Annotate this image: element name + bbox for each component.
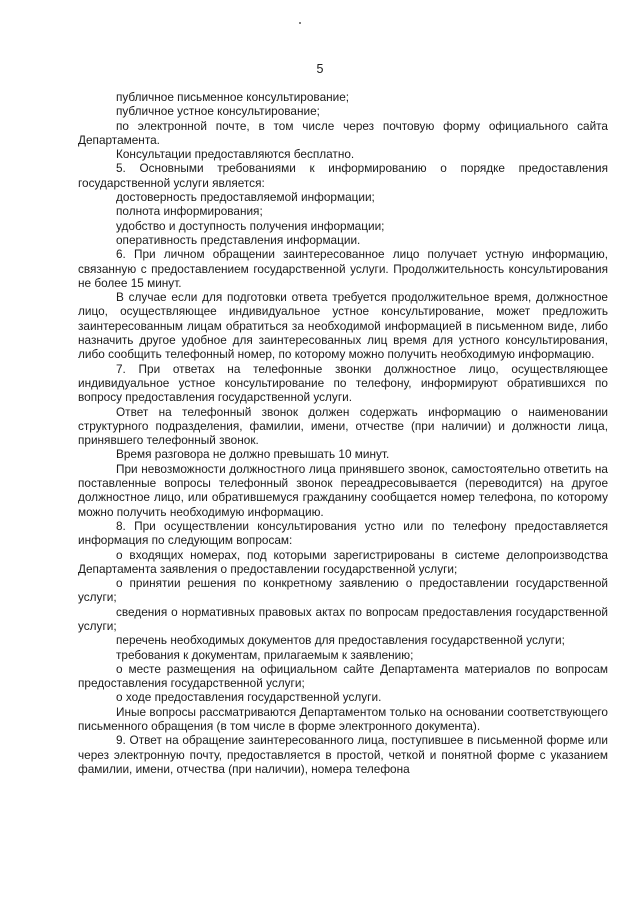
paragraph: 7. При ответах на телефонные звонки должностное лицо, осуществляющее индивидуальное устное консультирование по телефону, информируют обратившихся по вопросу предоставления государственной услуги. xyxy=(78,361,608,405)
paragraph: о ходе предоставления государственной услуги. xyxy=(116,690,382,705)
paragraph: удобство и доступность получения информации; xyxy=(116,218,385,233)
paragraph: 6. При личном обращении заинтересованное лицо получает устную информацию, связанную с предоставлением государственной услуги. Продолжительность консультирования не более 15 минут. xyxy=(78,247,608,290)
paragraph: В случае если для подготовки ответа требуется продолжительное время, должностное лицо, осуществляющее индивидуальное устное консультирование, может предложить заинтересованным лицам обратиться за необходимой информацией в письменном виде, либо назначить другое удобное для заинтересованных лиц время для устного консультирования, либо сообщить телефонный номер, по которому можно получить необходимую информацию. xyxy=(78,290,608,362)
scan-speck xyxy=(299,22,301,24)
paragraph: 8. При осуществлении консультирования устно или по телефону предоставляется информация по следующим вопросам: xyxy=(78,518,608,548)
paragraph: требования к документам, прилагаемым к заявлению; xyxy=(116,647,414,662)
paragraph: достоверность предоставляемой информации; xyxy=(116,190,375,205)
paragraph: полнота информирования; xyxy=(116,204,263,219)
body-text xyxy=(78,90,608,776)
paragraph: публичное устное консультирование; xyxy=(116,104,320,119)
paragraph: 5. Основными требованиями к информированию о порядке предоставления государственной услуги является: xyxy=(78,161,608,190)
paragraph: оперативность представления информации. xyxy=(116,232,361,247)
paragraph: Время разговора не должно превышать 10 минут. xyxy=(116,447,390,462)
paragraph: Консультации предоставляются бесплатно. xyxy=(116,147,355,162)
paragraph: Ответ на телефонный звонок должен содержать информацию о наименовании структурного подразделения, фамилии, имени, отчестве (при наличии) и должности лица, принявшего телефонный звонок. xyxy=(78,404,608,448)
paragraph: публичное письменное консультирование; xyxy=(116,90,350,104)
paragraph: При невозможности должностного лица принявшего звонок, самостоятельно ответить на поставленные вопросы телефонный звонок переадресовывается (переводится) на другое должностное лицо, или обратившемуся гражданину сообщается номер телефона, по которому можно получить необходимую информацию. xyxy=(78,461,608,519)
page-number: 5 xyxy=(316,62,324,76)
paragraph: по электронной почте, в том числе через почтовую форму официального сайта Департамента. xyxy=(78,118,608,147)
paragraph: Иные вопросы рассматриваются Департаментом только на основании соответствующего письменного обращения (в том числе в форме электронного документа). xyxy=(78,704,608,734)
paragraph: сведения о нормативных правовых актах по вопросам предоставления государственной услуги; xyxy=(78,604,608,633)
paragraph: 9. Ответ на обращение заинтересованного лица, поступившее в письменной форме или через электронную почту, предоставляется в простой, четкой и понятной форме с указанием фамилии, имени, отчества (при наличии), номера телефона xyxy=(78,733,608,776)
paragraph: перечень необходимых документов для предоставления государственной услуги; xyxy=(116,633,565,648)
paragraph: о входящих номерах, под которыми зарегистрированы в системе делопроизводства Департамента заявления о предоставлении государственной услуги; xyxy=(78,547,608,576)
paragraph: о месте размещения на официальном сайте Департамента материалов по вопросам предоставления государственной услуги; xyxy=(78,661,608,691)
paragraph: о принятии решения по конкретному заявлению о предоставлении государственной услуги; xyxy=(78,576,608,605)
